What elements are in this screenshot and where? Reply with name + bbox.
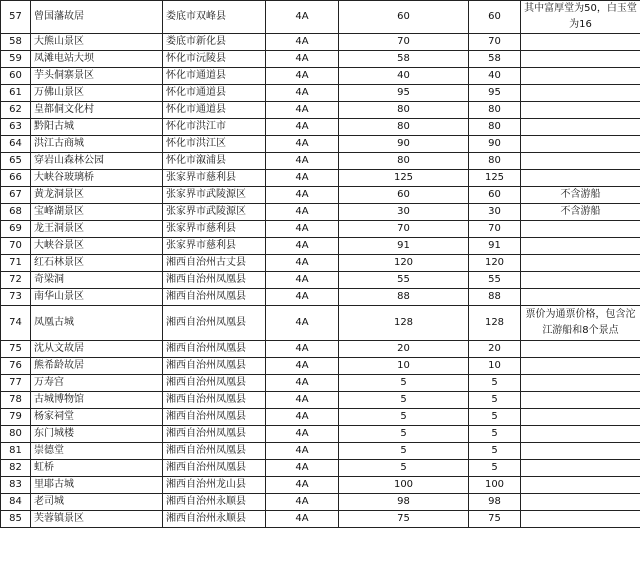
scenic-name-cell: 曾国藩故居 [31, 1, 163, 34]
location-cell: 湘西自治州凤凰县 [163, 341, 266, 358]
price-cell: 75 [469, 511, 521, 528]
level-cell: 4A [266, 170, 339, 187]
location-cell: 娄底市双峰县 [163, 1, 266, 34]
note-cell [521, 375, 640, 392]
level-cell: 4A [266, 136, 339, 153]
row-number-cell: 72 [1, 272, 31, 289]
price-cell: 98 [469, 494, 521, 511]
table-row [1, 34, 640, 51]
scenic-name-cell: 皇都侗文化村 [31, 102, 163, 119]
level-cell: 4A [266, 68, 339, 85]
price-cell: 100 [469, 477, 521, 494]
note-cell [521, 409, 640, 426]
price-cell: 5 [469, 460, 521, 477]
ticket-price-cell: 5 [339, 426, 469, 443]
note-cell: 不含游船 [521, 204, 640, 221]
scenic-name-cell: 崇德堂 [31, 443, 163, 460]
ticket-price-cell: 55 [339, 272, 469, 289]
level-cell: 4A [266, 238, 339, 255]
note-cell [521, 358, 640, 375]
ticket-price-cell: 75 [339, 511, 469, 528]
price-cell: 55 [469, 272, 521, 289]
scenic-name-cell: 老司城 [31, 494, 163, 511]
location-cell: 怀化市洪江区 [163, 136, 266, 153]
price-cell: 91 [469, 238, 521, 255]
table-row [1, 409, 640, 426]
table-row [1, 494, 640, 511]
location-cell: 湘西自治州凤凰县 [163, 306, 266, 341]
location-cell: 张家界市慈利县 [163, 221, 266, 238]
scenic-name-cell: 里耶古城 [31, 477, 163, 494]
row-number-cell: 62 [1, 102, 31, 119]
row-number-cell: 83 [1, 477, 31, 494]
level-cell: 4A [266, 477, 339, 494]
table-row [1, 1, 640, 34]
note-cell [521, 289, 640, 306]
ticket-price-cell: 40 [339, 68, 469, 85]
row-number-cell: 63 [1, 119, 31, 136]
location-cell: 湘西自治州凤凰县 [163, 358, 266, 375]
ticket-price-cell: 70 [339, 34, 469, 51]
level-cell: 4A [266, 187, 339, 204]
location-cell: 湘西自治州凤凰县 [163, 460, 266, 477]
ticket-price-cell: 80 [339, 102, 469, 119]
price-cell: 70 [469, 34, 521, 51]
ticket-price-cell: 100 [339, 477, 469, 494]
price-cell: 88 [469, 289, 521, 306]
scenic-name-cell: 万佛山景区 [31, 85, 163, 102]
table-row [1, 187, 640, 204]
price-cell: 95 [469, 85, 521, 102]
row-number-cell: 73 [1, 289, 31, 306]
note-cell [521, 238, 640, 255]
ticket-price-cell: 60 [339, 1, 469, 34]
note-cell [521, 426, 640, 443]
scenic-name-cell: 熊希龄故居 [31, 358, 163, 375]
location-cell: 张家界市武陵源区 [163, 187, 266, 204]
scenic-name-cell: 东门城楼 [31, 426, 163, 443]
price-cell: 80 [469, 119, 521, 136]
scenic-name-cell: 凤凰古城 [31, 306, 163, 341]
note-cell [521, 68, 640, 85]
note-cell [521, 392, 640, 409]
ticket-price-cell: 20 [339, 341, 469, 358]
price-cell: 60 [469, 187, 521, 204]
table-row [1, 204, 640, 221]
location-cell: 湘西自治州凤凰县 [163, 272, 266, 289]
location-cell: 张家界市慈利县 [163, 170, 266, 187]
level-cell: 4A [266, 221, 339, 238]
ticket-price-cell: 10 [339, 358, 469, 375]
price-cell: 5 [469, 392, 521, 409]
note-cell [521, 511, 640, 528]
ticket-price-cell: 120 [339, 255, 469, 272]
scenic-name-cell: 沈从文故居 [31, 341, 163, 358]
ticket-price-cell: 125 [339, 170, 469, 187]
price-cell: 5 [469, 375, 521, 392]
level-cell: 4A [266, 426, 339, 443]
price-cell: 120 [469, 255, 521, 272]
note-cell [521, 494, 640, 511]
ticket-price-cell: 60 [339, 187, 469, 204]
scenic-name-cell: 宝峰湖景区 [31, 204, 163, 221]
ticket-price-cell: 80 [339, 153, 469, 170]
table-row [1, 85, 640, 102]
ticket-price-cell: 80 [339, 119, 469, 136]
location-cell: 张家界市武陵源区 [163, 204, 266, 221]
level-cell: 4A [266, 392, 339, 409]
level-cell: 4A [266, 102, 339, 119]
level-cell: 4A [266, 289, 339, 306]
level-cell: 4A [266, 153, 339, 170]
location-cell: 湘西自治州永顺县 [163, 511, 266, 528]
scenic-name-cell: 古城博物馆 [31, 392, 163, 409]
table-row [1, 306, 640, 341]
location-cell: 怀化市溆浦县 [163, 153, 266, 170]
price-cell: 128 [469, 306, 521, 341]
note-cell [521, 341, 640, 358]
note-cell [521, 443, 640, 460]
location-cell: 张家界市慈利县 [163, 238, 266, 255]
ticket-price-cell: 91 [339, 238, 469, 255]
table-row [1, 477, 640, 494]
table-row [1, 460, 640, 477]
note-cell [521, 153, 640, 170]
table-row [1, 136, 640, 153]
table-row [1, 221, 640, 238]
price-cell: 58 [469, 51, 521, 68]
ticket-price-cell: 5 [339, 460, 469, 477]
note-cell [521, 272, 640, 289]
price-cell: 90 [469, 136, 521, 153]
location-cell: 怀化市沅陵县 [163, 51, 266, 68]
level-cell: 4A [266, 358, 339, 375]
scenic-name-cell: 穿岩山森林公园 [31, 153, 163, 170]
scenic-name-cell: 大峡谷玻璃桥 [31, 170, 163, 187]
level-cell: 4A [266, 34, 339, 51]
scenic-name-cell: 洪江古商城 [31, 136, 163, 153]
scenic-name-cell: 芋头侗寨景区 [31, 68, 163, 85]
scenic-name-cell: 凤滩电站大坝 [31, 51, 163, 68]
note-cell [521, 170, 640, 187]
row-number-cell: 81 [1, 443, 31, 460]
row-number-cell: 64 [1, 136, 31, 153]
price-cell: 40 [469, 68, 521, 85]
row-number-cell: 60 [1, 68, 31, 85]
row-number-cell: 67 [1, 187, 31, 204]
scenic-name-cell: 芙蓉镇景区 [31, 511, 163, 528]
row-number-cell: 75 [1, 341, 31, 358]
note-cell [521, 221, 640, 238]
ticket-price-cell: 58 [339, 51, 469, 68]
row-number-cell: 77 [1, 375, 31, 392]
table-row [1, 68, 640, 85]
row-number-cell: 69 [1, 221, 31, 238]
level-cell: 4A [266, 119, 339, 136]
price-cell: 5 [469, 443, 521, 460]
row-number-cell: 59 [1, 51, 31, 68]
table-row [1, 443, 640, 460]
ticket-price-cell: 128 [339, 306, 469, 341]
location-cell: 怀化市通道县 [163, 102, 266, 119]
ticket-price-cell: 5 [339, 409, 469, 426]
table-row [1, 255, 640, 272]
row-number-cell: 82 [1, 460, 31, 477]
note-cell [521, 460, 640, 477]
table-row [1, 153, 640, 170]
note-cell: 其中富厚堂为50，白玉堂为16 [521, 1, 640, 34]
price-cell: 70 [469, 221, 521, 238]
table-row [1, 375, 640, 392]
scenic-name-cell: 大峡谷景区 [31, 238, 163, 255]
level-cell: 4A [266, 511, 339, 528]
table-row [1, 51, 640, 68]
ticket-price-cell: 5 [339, 375, 469, 392]
location-cell: 湘西自治州凤凰县 [163, 289, 266, 306]
row-number-cell: 57 [1, 1, 31, 34]
level-cell: 4A [266, 306, 339, 341]
note-cell [521, 102, 640, 119]
row-number-cell: 65 [1, 153, 31, 170]
level-cell: 4A [266, 272, 339, 289]
price-cell: 60 [469, 1, 521, 34]
table-row [1, 358, 640, 375]
scenic-name-cell: 南华山景区 [31, 289, 163, 306]
row-number-cell: 70 [1, 238, 31, 255]
note-cell: 票价为通票价格，包含沱江游船和8个景点 [521, 306, 640, 341]
scenic-name-cell: 奇梁洞 [31, 272, 163, 289]
scenic-name-cell: 红石林景区 [31, 255, 163, 272]
level-cell: 4A [266, 85, 339, 102]
note-cell [521, 119, 640, 136]
level-cell: 4A [266, 409, 339, 426]
note-cell [521, 85, 640, 102]
table-row [1, 341, 640, 358]
price-cell: 5 [469, 426, 521, 443]
ticket-price-cell: 5 [339, 443, 469, 460]
row-number-cell: 85 [1, 511, 31, 528]
scenic-name-cell: 大熊山景区 [31, 34, 163, 51]
price-cell: 125 [469, 170, 521, 187]
scenic-name-cell: 万寿宫 [31, 375, 163, 392]
table-row [1, 272, 640, 289]
level-cell: 4A [266, 1, 339, 34]
location-cell: 怀化市通道县 [163, 85, 266, 102]
price-cell: 30 [469, 204, 521, 221]
row-number-cell: 80 [1, 426, 31, 443]
row-number-cell: 79 [1, 409, 31, 426]
location-cell: 湘西自治州凤凰县 [163, 375, 266, 392]
location-cell: 湘西自治州凤凰县 [163, 426, 266, 443]
price-cell: 80 [469, 102, 521, 119]
row-number-cell: 66 [1, 170, 31, 187]
row-number-cell: 68 [1, 204, 31, 221]
ticket-price-cell: 90 [339, 136, 469, 153]
level-cell: 4A [266, 51, 339, 68]
scenic-name-cell: 龙王洞景区 [31, 221, 163, 238]
location-cell: 湘西自治州凤凰县 [163, 409, 266, 426]
location-cell: 湘西自治州古丈县 [163, 255, 266, 272]
row-number-cell: 76 [1, 358, 31, 375]
location-cell: 娄底市新化县 [163, 34, 266, 51]
table-row [1, 511, 640, 528]
note-cell [521, 136, 640, 153]
location-cell: 怀化市洪江市 [163, 119, 266, 136]
row-number-cell: 61 [1, 85, 31, 102]
scenic-name-cell: 黔阳古城 [31, 119, 163, 136]
table-row [1, 119, 640, 136]
table-row [1, 170, 640, 187]
level-cell: 4A [266, 460, 339, 477]
level-cell: 4A [266, 255, 339, 272]
note-cell [521, 255, 640, 272]
table-row [1, 102, 640, 119]
row-number-cell: 78 [1, 392, 31, 409]
location-cell: 湘西自治州龙山县 [163, 477, 266, 494]
level-cell: 4A [266, 204, 339, 221]
note-cell [521, 51, 640, 68]
row-number-cell: 84 [1, 494, 31, 511]
table-row [1, 289, 640, 306]
location-cell: 怀化市通道县 [163, 68, 266, 85]
ticket-price-cell: 5 [339, 392, 469, 409]
ticket-price-cell: 95 [339, 85, 469, 102]
row-number-cell: 71 [1, 255, 31, 272]
location-cell: 湘西自治州永顺县 [163, 494, 266, 511]
ticket-price-cell: 98 [339, 494, 469, 511]
table-body [1, 1, 640, 528]
location-cell: 湘西自治州凤凰县 [163, 392, 266, 409]
price-cell: 5 [469, 409, 521, 426]
table-row [1, 392, 640, 409]
note-cell: 不含游船 [521, 187, 640, 204]
ticket-price-cell: 70 [339, 221, 469, 238]
scenic-name-cell: 杨家祠堂 [31, 409, 163, 426]
row-number-cell: 58 [1, 34, 31, 51]
location-cell: 湘西自治州凤凰县 [163, 443, 266, 460]
level-cell: 4A [266, 375, 339, 392]
price-cell: 20 [469, 341, 521, 358]
scenic-name-cell: 黄龙洞景区 [31, 187, 163, 204]
note-cell [521, 477, 640, 494]
scenic-name-cell: 虹桥 [31, 460, 163, 477]
table-row [1, 238, 640, 255]
table-row [1, 426, 640, 443]
note-cell [521, 34, 640, 51]
ticket-price-cell: 30 [339, 204, 469, 221]
price-cell: 10 [469, 358, 521, 375]
level-cell: 4A [266, 494, 339, 511]
price-cell: 80 [469, 153, 521, 170]
level-cell: 4A [266, 443, 339, 460]
level-cell: 4A [266, 341, 339, 358]
ticket-price-cell: 88 [339, 289, 469, 306]
row-number-cell: 74 [1, 306, 31, 341]
